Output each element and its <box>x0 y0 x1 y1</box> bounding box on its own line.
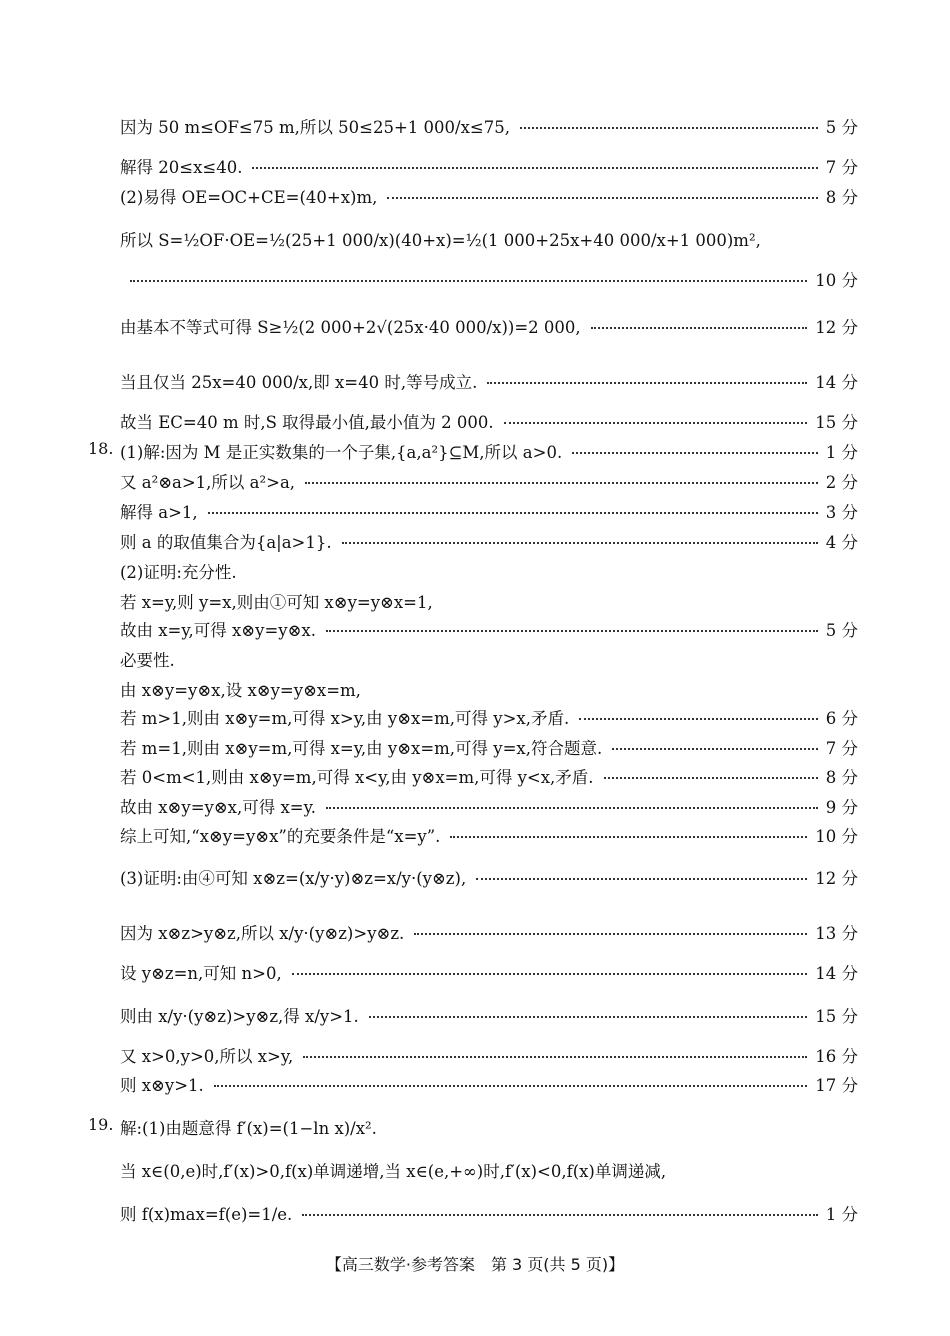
answer-line <box>120 960 858 984</box>
answer-line <box>120 1115 858 1139</box>
line-text: 若 0<m<1,则由 x⊗y=m,可得 x<y,由 y⊗x=m,可得 y<x,矛盾. <box>120 768 594 787</box>
dot-leader <box>604 777 818 779</box>
answer-line <box>120 1043 858 1067</box>
answer-line <box>120 617 858 641</box>
score-label: 1 分 <box>825 1205 858 1224</box>
dot-leader <box>450 836 807 838</box>
dot-leader <box>612 748 818 750</box>
answer-line <box>120 1072 858 1096</box>
answer-line <box>120 865 858 889</box>
score-label: 12 分 <box>815 318 858 337</box>
answer-line <box>120 705 858 729</box>
answer-line <box>120 114 858 138</box>
score-label: 14 分 <box>815 373 858 392</box>
question-number: 18. <box>88 439 114 458</box>
score-label: 8 分 <box>825 188 858 207</box>
line-text: 则 x⊗y>1. <box>120 1076 204 1095</box>
score-label: 12 分 <box>815 869 858 888</box>
answer-line <box>120 369 858 393</box>
answer-line <box>120 1003 858 1027</box>
dot-leader <box>292 973 808 975</box>
line-text: 由 x⊗y=y⊗x,设 x⊗y=y⊗x=m, <box>120 681 361 700</box>
answer-line <box>120 794 858 818</box>
line-text: 若 m=1,则由 x⊗y=m,可得 x=y,由 y⊗x=m,可得 y=x,符合题意. <box>120 739 603 758</box>
dot-leader <box>572 452 818 454</box>
dot-leader <box>214 1085 807 1087</box>
answer-line <box>120 409 858 433</box>
line-text: 综上可知,“x⊗y=y⊗x”的充要条件是“x=y”. <box>120 827 441 846</box>
score-label: 16 分 <box>815 1047 858 1066</box>
answer-line <box>120 267 858 291</box>
line-text: 当且仅当 25x=40 000/x,即 x=40 时,等号成立. <box>120 373 478 392</box>
answer-line <box>120 314 858 338</box>
line-text: 若 m>1,则由 x⊗y=m,可得 x>y,由 y⊗x=m,可得 y>x,矛盾. <box>120 709 570 728</box>
score-label: 5 分 <box>825 621 858 640</box>
answer-line <box>120 1158 858 1182</box>
line-text: 故由 x=y,可得 x⊗y=y⊗x. <box>120 621 316 640</box>
line-text: 解得 a>1, <box>120 503 198 522</box>
line-text: 解得 20≤x≤40. <box>120 158 243 177</box>
line-text: (2)证明:充分性. <box>120 563 237 582</box>
score-label: 3 分 <box>825 503 858 522</box>
answer-line <box>120 559 858 583</box>
dot-leader <box>326 807 818 809</box>
dot-leader <box>130 280 807 282</box>
line-text: 故由 x⊗y=y⊗x,可得 x=y. <box>120 798 316 817</box>
dot-leader <box>252 167 817 169</box>
dot-leader <box>302 1214 817 1216</box>
score-label: 15 分 <box>815 413 858 432</box>
dot-leader <box>369 1016 807 1018</box>
score-label: 10 分 <box>815 827 858 846</box>
dot-leader <box>387 197 817 199</box>
line-text: 故当 EC=40 m 时,S 取得最小值,最小值为 2 000. <box>120 413 494 432</box>
question-number: 19. <box>88 1115 114 1134</box>
line-text: (3)证明:由④可知 x⊗z=(x/y·y)⊗z=x/y·(y⊗z), <box>120 869 467 888</box>
line-text: 设 y⊗z=n,可知 n>0, <box>120 964 282 983</box>
score-label: 4 分 <box>825 533 858 552</box>
dot-leader <box>591 327 808 329</box>
dot-leader <box>579 718 818 720</box>
score-label: 7 分 <box>825 158 858 177</box>
line-text: 必要性. <box>120 651 175 670</box>
line-text: 因为 50 m≤OF≤75 m,所以 50≤25+1 000/x≤75, <box>120 118 510 137</box>
score-label: 5 分 <box>825 118 858 137</box>
answer-line <box>120 439 858 463</box>
line-text: (1)解:因为 M 是正实数集的一个子集,{a,a²}⊆M,所以 a>0. <box>120 443 563 462</box>
dot-leader <box>208 512 818 514</box>
score-label: 7 分 <box>825 739 858 758</box>
dot-leader <box>303 1056 807 1058</box>
dot-leader <box>520 127 818 129</box>
answer-line <box>120 647 858 671</box>
score-label: 14 分 <box>815 964 858 983</box>
dot-leader <box>487 382 807 384</box>
answer-line <box>120 469 858 493</box>
line-text: 又 x>0,y>0,所以 x>y, <box>120 1047 294 1066</box>
line-text: 则 f(x)max=f(e)=1/e. <box>120 1205 293 1224</box>
score-label: 17 分 <box>815 1076 858 1095</box>
answer-line <box>120 920 858 944</box>
dot-leader <box>326 630 818 632</box>
line-text: 解:(1)由题意得 f′(x)=(1−ln x)/x². <box>120 1119 377 1138</box>
answer-line <box>120 154 858 178</box>
dot-leader <box>342 542 818 544</box>
line-text: (2)易得 OE=OC+CE=(40+x)m, <box>120 188 378 207</box>
score-label: 15 分 <box>815 1007 858 1026</box>
dot-leader <box>504 422 808 424</box>
answer-line <box>120 677 858 701</box>
score-label: 8 分 <box>825 768 858 787</box>
answer-line <box>120 823 858 847</box>
answer-line <box>120 184 858 208</box>
page-footer: 【高三数学·参考答案 第 3 页(共 5 页)】 <box>325 1255 625 1274</box>
line-text: 若 x=y,则 y=x,则由①可知 x⊗y=y⊗x=1, <box>120 593 433 612</box>
score-label: 1 分 <box>825 443 858 462</box>
line-text: 则由 x/y·(y⊗z)>y⊗z,得 x/y>1. <box>120 1007 359 1026</box>
answer-line <box>120 227 858 251</box>
answer-line <box>120 589 858 613</box>
score-label: 6 分 <box>825 709 858 728</box>
answer-line <box>120 529 858 553</box>
line-text: 当 x∈(0,e)时,f′(x)>0,f(x)单调递增,当 x∈(e,+∞)时,f′(x)<0,f(x)单调递减, <box>120 1162 667 1181</box>
line-text: 又 a²⊗a>1,所以 a²>a, <box>120 473 296 492</box>
line-text: 因为 x⊗z>y⊗z,所以 x/y·(y⊗z)>y⊗z. <box>120 924 405 943</box>
answer-line <box>120 1201 858 1225</box>
score-label: 13 分 <box>815 924 858 943</box>
dot-leader <box>305 482 818 484</box>
dot-leader <box>476 878 807 880</box>
score-label: 10 分 <box>815 271 858 290</box>
score-label: 2 分 <box>825 473 858 492</box>
answer-line <box>120 764 858 788</box>
line-text: 由基本不等式可得 S≥½(2 000+2√(25x·40 000/x))=2 000, <box>120 318 581 337</box>
answer-line <box>120 499 858 523</box>
answer-line <box>120 735 858 759</box>
dot-leader <box>414 933 807 935</box>
line-text: 则 a 的取值集合为{a|a>1}. <box>120 533 332 552</box>
score-label: 9 分 <box>825 798 858 817</box>
line-text: 所以 S=½OF·OE=½(25+1 000/x)(40+x)=½(1 000+25x+40 000/x+1 000)m², <box>120 231 761 250</box>
